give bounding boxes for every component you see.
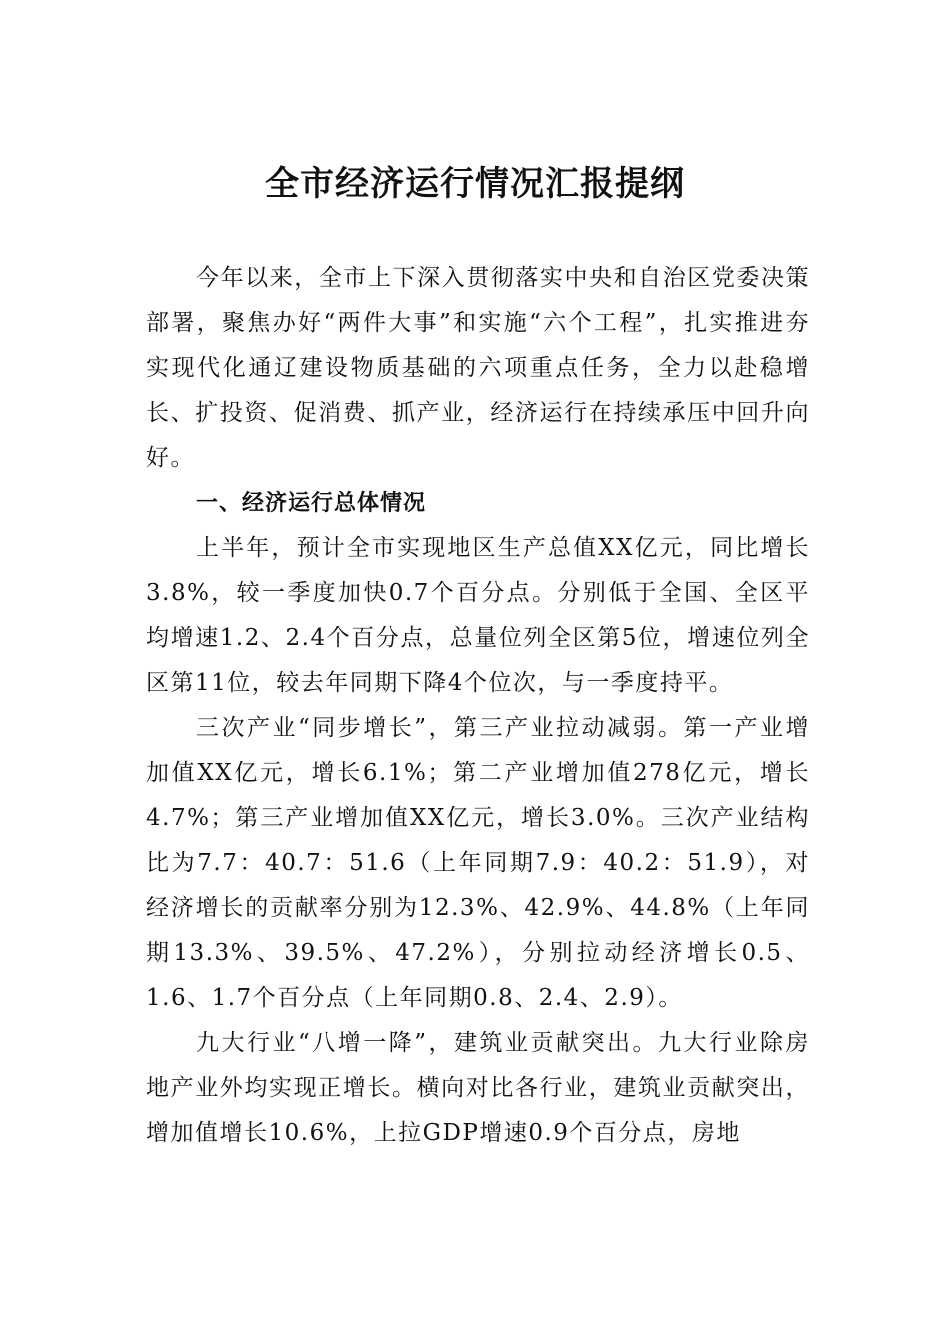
paragraph-nine-industries: 九大行业“八增一降”，建筑业贡献突出。九大行业除房地产业外均实现正增长。横向对比各行业，建筑业贡献突出，增加值增长10.6%，上拉GDP增速0.9个百分点，房地 xyxy=(146,1030,810,1146)
document-body xyxy=(146,256,810,1156)
document-title: 全市经济运行情况汇报提纲 xyxy=(265,164,685,204)
paragraph-intro: 今年以来，全市上下深入贯彻落实中央和自治区党委决策部署，聚焦办好“两件大事”和实施“六个工程”，扎实推进夯实现代化通辽建设物质基础的六项重点任务，全力以赴稳增长、扩投资、促消费、抓产业，经济运行在持续承压中回升向好。 xyxy=(146,265,810,471)
section-heading-overall: 一、经济运行总体情况 xyxy=(196,491,427,516)
paragraph-three-industries: 三次产业“同步增长”，第三产业拉动减弱。第一产业增加值XX亿元，增长6.1%；第二产业增加值278亿元，增长4.7%；第三产业增加值XX亿元，增长3.0%。三次产业结构比为7.7：40.7：51.6（上年同期7.9：40.2：51.9），对经济增长的贡献率分别为12.3%、42.9%、44.8%（上年同期13.3%、39.5%、47.2%），分别拉动经济增长0.5、1.6、1.7个百分点（上年同期0.8、2.4、2.9）。 xyxy=(146,715,810,1011)
paragraph-gdp: 上半年，预计全市实现地区生产总值XX亿元，同比增长3.8%，较一季度加快0.7个百分点。分别低于全国、全区平均增速1.2、2.4个百分点，总量位列全区第5位，增速位列全区第11位，较去年同期下降4个位次，与一季度持平。 xyxy=(146,535,810,696)
